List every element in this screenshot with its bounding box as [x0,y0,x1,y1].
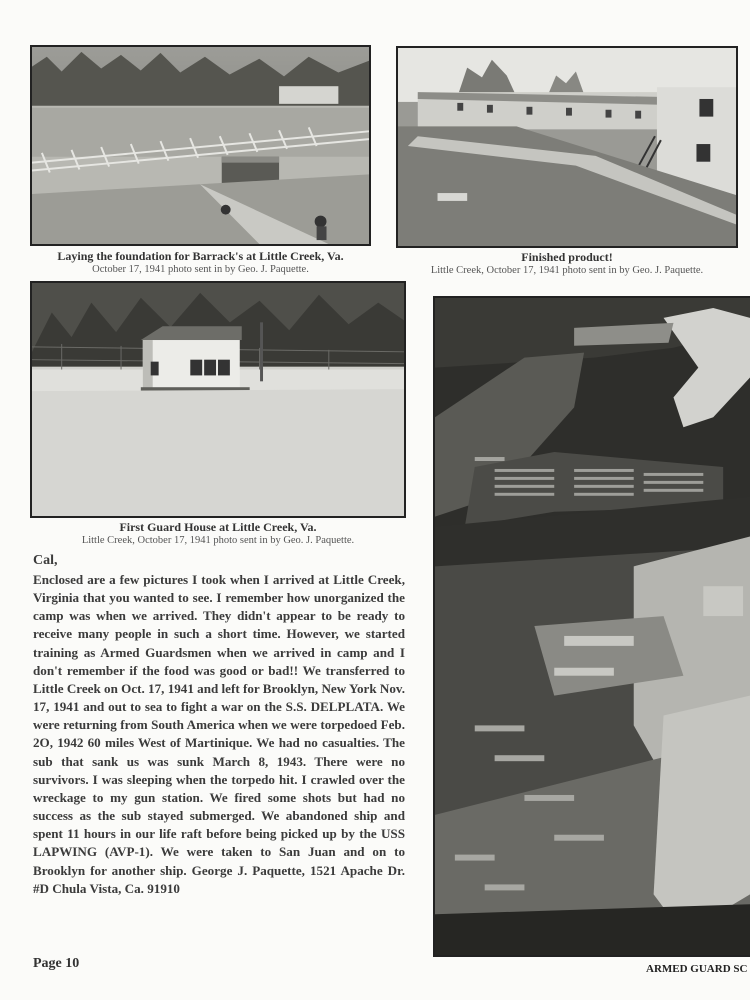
caption-subtitle: Little Creek, October 17, 1941 photo sent in by Geo. J. Paquette. [430,265,704,276]
photo-foundation [30,45,371,246]
photo-finished-product [396,46,738,248]
caption-title: Finished product! [521,250,613,264]
page-number: Page 10 [33,956,80,971]
caption-foundation [30,249,371,277]
photo-guard-house [30,281,406,518]
caption-subtitle: October 17, 1941 photo sent in by Geo. J. Paquette. [92,264,309,275]
photo-aerial-view [433,296,750,957]
caption-title: Laying the foundation for Barrack's at Little Creek, Va. [57,249,344,263]
caption-subtitle: Little Creek, October 17, 1941 photo sent in by Geo. J. Paquette. [81,535,355,546]
letter-salutation: Cal, [33,553,58,568]
publication-name: ARMED GUARD SC [646,963,748,975]
caption-title: First Guard House at Little Creek, Va. [119,520,317,534]
caption-finished-product [396,250,738,278]
letter-body: Enclosed are a few pictures I took when I arrived at Little Creek, Virginia that you wanted to see. I remember how unorganized the camp was when we arrived. They didn't appear to be ready to receive many people in such a short time. However, we started training as Armed Guardsmen when we arrived in camp and I don't remember if the food was good or bad!! We transferred to Little Creek on Oct. 17, 1941 and left for Brooklyn, New York Nov. 17, 1941 and out to sea to fight a war on the S.S. DELPLATA. We were returning from South America when we were torpedoed Feb. 2O, 1942 60 miles West of Martinique. We had no casualties. The sub that sank us was sunk March 8, 1943. There were no survivors. I was sleeping when the torpedo hit. I crawled over the wreckage to my gun station. We fired some shots but had no success as the sub stayed submerged. We abandoned ship and spent 11 hours in our life raft before being picked up by the USS LAPWING (AVP-1). We were taken to San Juan and on to Brooklyn for another ship. George J. Paquette, 1521 Apache Dr. #D Chula Vista, Ca. 91910 [33,572,405,896]
caption-guard-house [30,520,406,548]
